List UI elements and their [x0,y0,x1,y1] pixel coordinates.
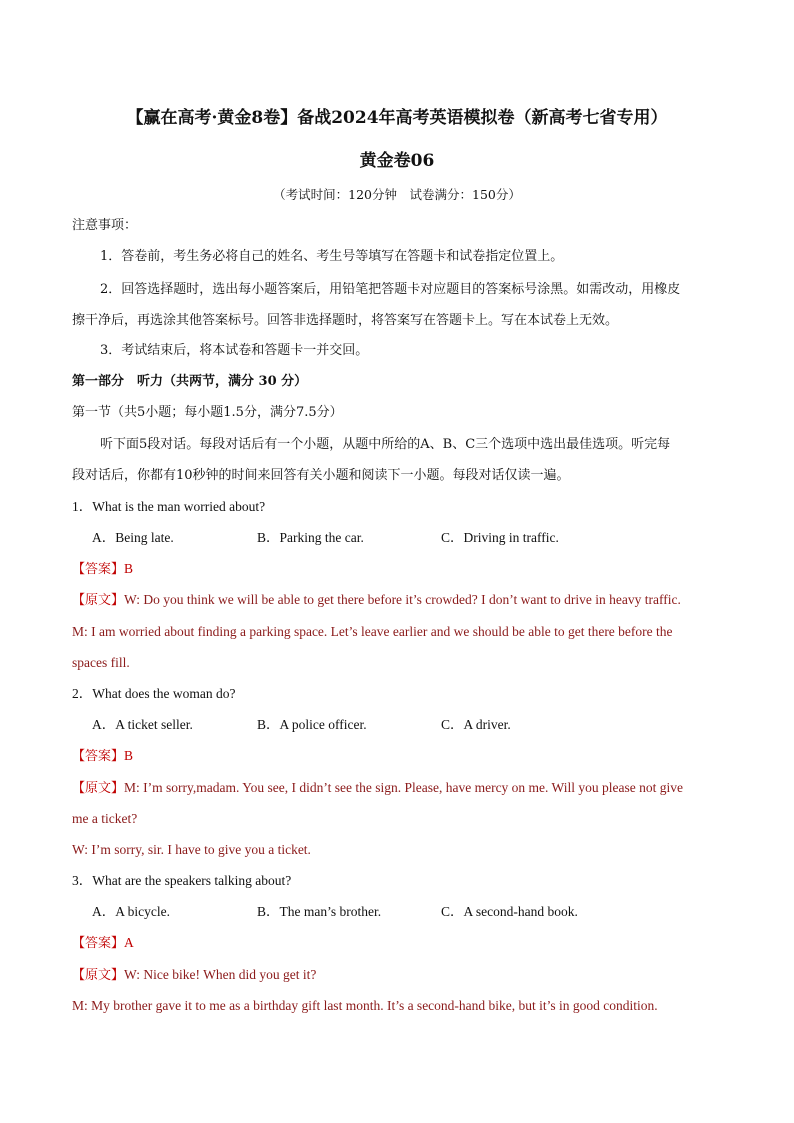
transcript-label: 【原文】 [72,593,125,608]
transcript-text: M: My brother gave it to me as a birthday gift last month. It’s a second-hand bike, but it’s in good condition. [72,998,658,1013]
section1-heading: 第一节（共5小题；每小题1.5分，满分7.5分） [72,405,343,420]
question-stem: 3．What are the speakers talking about? [72,873,292,888]
page-title: 【赢在高考·黄金8卷】备战2024年高考英语模拟卷（新高考七省专用） [126,108,668,128]
notes-item-2-line-2: 擦干净后，再选涂其他答案标号。回答非选择题时，将答案写在答题卡上。写在本试卷上无效。 [72,313,619,328]
notes-item-2-line-1: 2．回答选择题时，选出每小题答案后，用铅笔把答题卡对应题目的答案标号涂黑。如需改动，用橡皮 [100,282,681,297]
option-a: A．A bicycle. [92,904,170,919]
answer-label: 【答案】 [72,936,125,951]
transcript-line [72,779,683,798]
answer-value: B [124,748,134,763]
instructions-line-1: 听下面5段对话。每段对话后有一个小题，从题中所给的A、B、C三个选项中选出最佳选项。听完每 [100,437,671,452]
question-stem: 2．What does the woman do? [72,686,236,701]
transcript-text: me a ticket? [72,811,138,826]
option-c: C．Driving in traffic. [441,530,559,545]
answer-label: 【答案】 [72,562,125,577]
transcript-label: 【原文】 [72,968,125,983]
option-a: A．A ticket seller. [92,717,193,732]
exam-info: （考试时间：120分钟 试卷满分：150分） [273,187,521,202]
option-b: B．Parking the car. [257,530,364,545]
part1-heading: 第一部分 听力（共两节，满分 30 分） [72,374,308,389]
answer-line [72,934,134,953]
transcript-line [72,591,681,610]
transcript-text: M: I’m sorry,madam. You see, I didn’t see the sign. Please, have mercy on me. Will you please not give [124,780,683,795]
transcript-text: spaces fill. [72,655,130,670]
transcript-text: W: Nice bike! When did you get it? [124,967,317,982]
option-c: C．A driver. [441,717,511,732]
notes-item-1: 1．答卷前，考生务必将自己的姓名、考生号等填写在答题卡和试卷指定位置上。 [100,249,564,264]
page-subtitle: 黄金卷06 [359,151,435,171]
option-a: A．Being late. [92,530,174,545]
answer-value: B [124,561,134,576]
answer-line [72,560,133,579]
transcript-line [72,966,316,985]
transcript-label: 【原文】 [72,781,125,796]
answer-label: 【答案】 [72,749,125,764]
option-b: B．A police officer. [257,717,367,732]
transcript-text: W: I’m sorry, sir. I have to give you a ticket. [72,842,311,857]
transcript-text: W: Do you think we will be able to get there before it’s crowded? I don’t want to drive in heavy traffic. [124,592,681,607]
notes-item-3: 3．考试结束后，将本试卷和答题卡一并交回。 [100,343,369,358]
answer-value: A [124,935,134,950]
option-b: B．The man’s brother. [257,904,382,919]
option-c: C．A second-hand book. [441,904,578,919]
question-stem: 1．What is the man worried about? [72,499,266,514]
answer-line [72,747,133,766]
notes-heading: 注意事项： [72,218,138,233]
instructions-line-2: 段对话后，你都有10秒钟的时间来回答有关小题和阅读下一小题。每段对话仅读一遍。 [72,468,570,483]
transcript-text: M: I am worried about finding a parking space. Let’s leave earlier and we should be able to get there before the [72,624,673,639]
